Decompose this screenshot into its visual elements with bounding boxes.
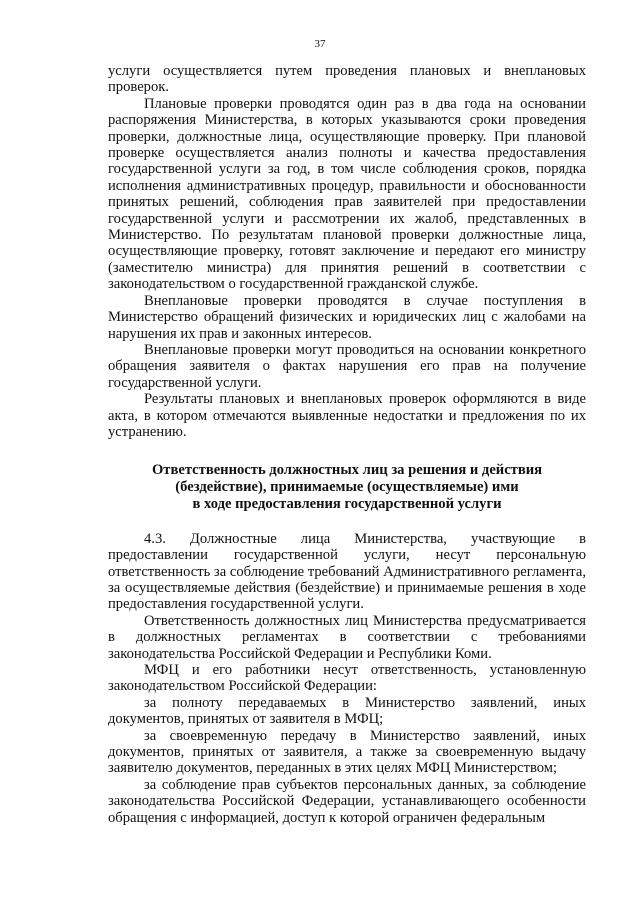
- heading-line: (бездействие), принимаемые (осуществляемые) ими: [175, 479, 519, 496]
- heading-line: Ответственность должностных лиц за решения и действия: [151, 462, 543, 479]
- paragraph-official-responsibility: Ответственность должностных лиц Министерства предусматривается в должностных регламентах в соответствии с требованиями законодательства Российской Федерации и Республики Коми.: [108, 612, 586, 662]
- page-number: 37: [314, 38, 326, 50]
- paragraph-unplanned-inspections: Внеплановые проверки проводятся в случае поступления в Министерство обращений физических и юридических лиц с жалобами на нарушения их прав и законных интересов.: [108, 292, 586, 342]
- paragraph-inspection-results: Результаты плановых и внеплановых проверок оформляются в виде акта, в котором отмечаются выявленные недостатки и предложения по их устранению.: [108, 391, 586, 440]
- paragraph-mfc-item-completeness: за полноту передаваемых в Министерство заявлений, иных документов, принятых от заявителя в МФЦ;: [108, 694, 586, 728]
- heading-line: в ходе предоставления государственной услуги: [192, 495, 502, 512]
- paragraph-mfc-item-timely-transfer: за своевременную передачу в Министерство заявлений, иных документов, принятых от заявителя, а также за своевременную выдачу заявителю документов, переданных в этих целях МФЦ Министерством;: [108, 727, 586, 777]
- paragraph-planned-inspections: Плановые проверки проводятся один раз в два года на основании распоряжения Министерства, в которых указываются сроки проведения проверки, должностные лица, осуществляющие проверку. При плановой проверке осуществляется анализ полноты и качества предоставления государственной услуги за год, в том числе соблюдения сроков, порядка исполнения административных процедур, правильности и обоснованности принятых решений, соблюдения прав заявителей при предоставлении государственной услуги и рассмотрении их жалоб, представленных в Министерство. По результатам плановой проверки должностные лица, осуществляющие проверку, готовят заключение и передают его министру (заместителю министра) для принятия решений в соответствии с законодательством о государственной гражданской службе.: [108, 95, 586, 293]
- document-body: [108, 63, 586, 826]
- section-heading: [108, 462, 586, 512]
- paragraph-unplanned-basis: Внеплановые проверки могут проводиться на основании конкретного обращения заявителя о фактах нарушения его прав на получение государственной услуги.: [108, 341, 586, 391]
- paragraph-continuation: услуги осуществляется путем проведения плановых и внеплановых проверок.: [108, 63, 586, 96]
- paragraph-4-3: 4.3. Должностные лица Министерства, участвующие в предоставлении государственной услуги, несут персональную ответственность за соблюдение требований Административного регламента, за осуществляемые действия (бездействие) и принимаемые решения в ходе предоставления государственной услуги.: [108, 530, 586, 613]
- paragraph-mfc-item-personal-data: за соблюдение прав субъектов персональных данных, за соблюдение законодательства Российской Федерации, устанавливающего особенности обращения с информацией, доступ к которой ограничен федеральным: [108, 776, 586, 826]
- paragraph-mfc-responsibility: МФЦ и его работники несут ответственность, установленную законодательством Российской Федерации:: [108, 661, 586, 695]
